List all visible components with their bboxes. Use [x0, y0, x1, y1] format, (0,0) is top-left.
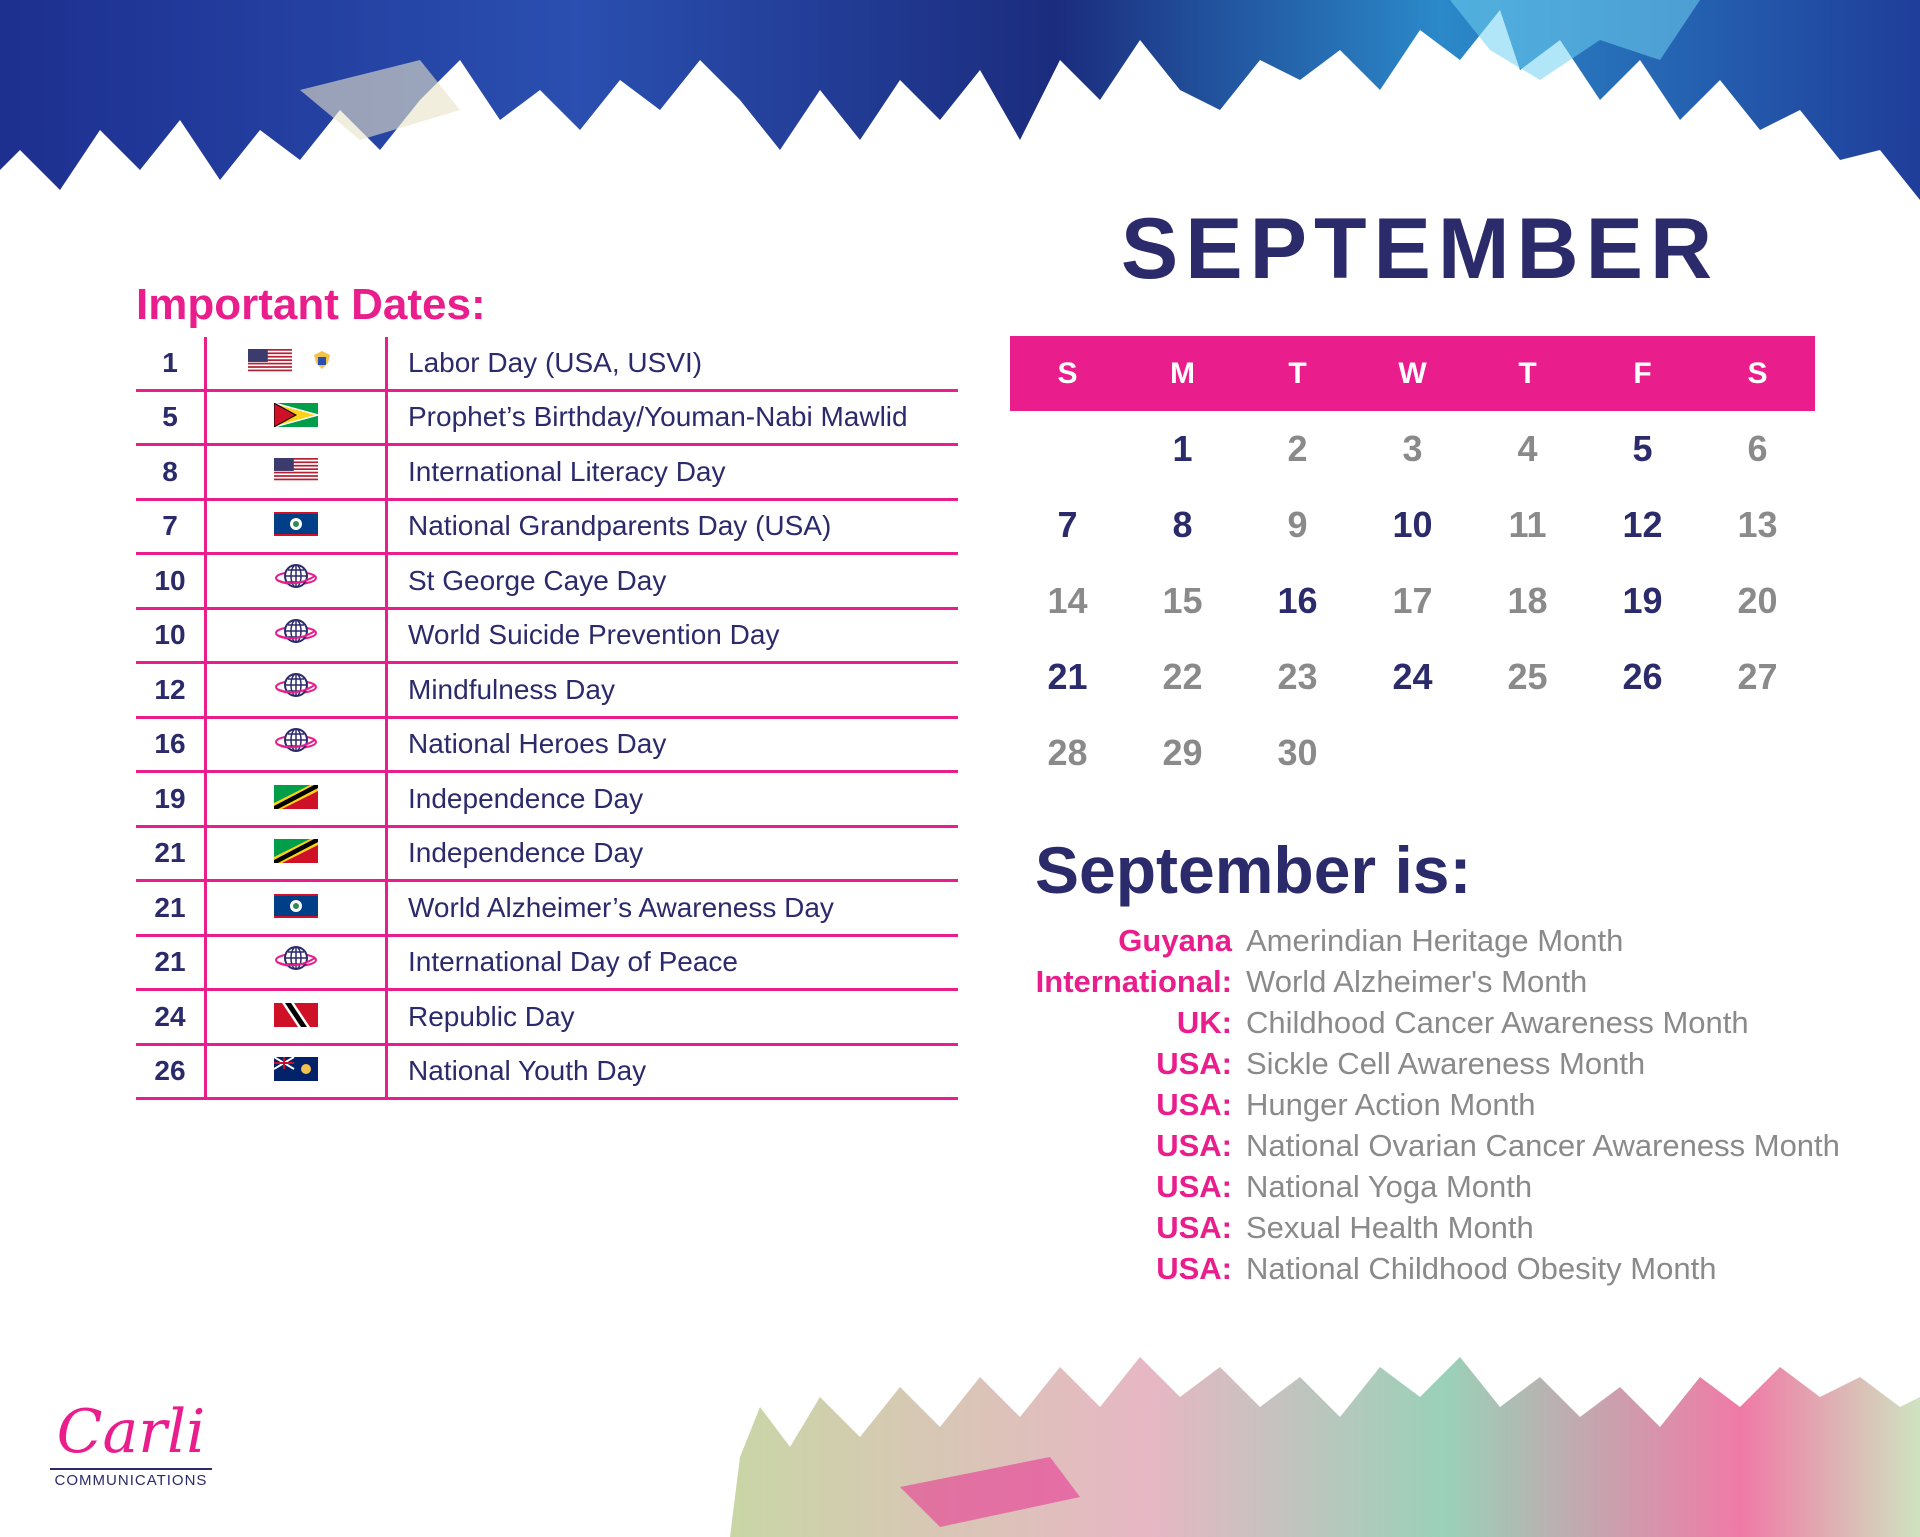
calendar-day: 13 — [1737, 504, 1778, 545]
calendar-day: 4 — [1517, 428, 1538, 469]
date-event-name: World Alzheimer’s Awareness Day — [387, 881, 959, 936]
top-paint-decoration — [0, 0, 1920, 220]
calendar-day: 2 — [1287, 428, 1308, 469]
date-flags — [206, 390, 387, 445]
date-flags — [206, 772, 387, 827]
date-day: 5 — [136, 390, 206, 445]
st-kitts-flag — [274, 784, 318, 816]
observance-country: UK: — [1176, 1005, 1232, 1040]
weekday-label: F — [1633, 356, 1652, 390]
calendar-day: 26 — [1622, 656, 1663, 697]
date-row — [136, 663, 958, 718]
observance-text: World Alzheimer's Month — [1246, 964, 1588, 999]
observance-text: National Childhood Obesity Month — [1246, 1251, 1717, 1286]
date-row — [136, 990, 958, 1045]
calendar-week — [1010, 411, 1815, 487]
date-event-name: Prophet’s Birthday/Youman-Nabi Mawlid — [387, 390, 959, 445]
date-day: 21 — [136, 935, 206, 990]
date-event-name: National Youth Day — [387, 1044, 959, 1099]
calendar-day: 24 — [1392, 656, 1433, 697]
date-row — [136, 390, 958, 445]
trinidad-flag — [274, 1002, 318, 1034]
calendar-day: 15 — [1162, 580, 1203, 621]
date-flags — [206, 881, 387, 936]
date-row — [136, 826, 958, 881]
carli-logo — [46, 1397, 216, 1489]
calendar-day: 1 — [1172, 428, 1193, 469]
calendar-day: 17 — [1392, 580, 1433, 621]
logo-script: Carli — [56, 1397, 206, 1467]
calendar-day: 25 — [1507, 656, 1548, 697]
weekday-label: S — [1747, 356, 1768, 390]
calendar-grid — [1010, 336, 1815, 791]
globe-icon — [273, 944, 319, 981]
calendar-day: 11 — [1508, 504, 1547, 545]
st-kitts-flag — [274, 838, 318, 870]
date-day: 7 — [136, 499, 206, 554]
calendar-day: 9 — [1287, 504, 1308, 545]
date-day: 21 — [136, 826, 206, 881]
globe-icon — [273, 562, 319, 599]
date-day: 16 — [136, 717, 206, 772]
date-flags — [206, 554, 387, 609]
observance-country: USA: — [1156, 1087, 1232, 1122]
observance-country: USA: — [1156, 1251, 1232, 1286]
date-day: 10 — [136, 554, 206, 609]
observance-row — [1010, 961, 1890, 1002]
date-day: 19 — [136, 772, 206, 827]
date-day: 26 — [136, 1044, 206, 1099]
observance-text: Childhood Cancer Awareness Month — [1246, 1005, 1749, 1040]
date-row — [136, 881, 958, 936]
weekday-header — [1010, 336, 1815, 411]
calendar-day: 14 — [1047, 580, 1088, 621]
weekday-label: M — [1170, 356, 1195, 390]
date-row — [136, 337, 958, 390]
observance-row — [1010, 1125, 1890, 1166]
date-flags — [206, 717, 387, 772]
observances-title: September is: — [1035, 833, 1472, 907]
date-flags — [206, 663, 387, 718]
calendar-day: 7 — [1057, 504, 1078, 545]
observance-row — [1010, 1248, 1890, 1289]
date-row — [136, 499, 958, 554]
observance-text: Sexual Health Month — [1246, 1210, 1534, 1245]
calendar-day: 19 — [1622, 580, 1663, 621]
calendar-day: 29 — [1162, 732, 1203, 773]
observance-country: International: — [1035, 964, 1232, 999]
calendar-day: 3 — [1402, 428, 1423, 469]
weekday-label: S — [1057, 356, 1078, 390]
observances-list — [1010, 920, 1890, 1289]
date-row — [136, 554, 958, 609]
globe-icon — [273, 617, 319, 654]
weekday-label: T — [1518, 356, 1537, 390]
month-title: SEPTEMBER — [1120, 201, 1720, 297]
calendar-day: 20 — [1737, 580, 1778, 621]
globe-icon — [273, 726, 319, 763]
calendar-day: 30 — [1277, 732, 1318, 773]
observance-row — [1010, 920, 1890, 961]
calendar-day: 12 — [1622, 504, 1663, 545]
date-flags — [206, 499, 387, 554]
guyana-flag — [274, 402, 318, 434]
observance-country: USA: — [1156, 1046, 1232, 1081]
date-flags — [206, 826, 387, 881]
date-flags — [206, 608, 387, 663]
calendar-day: 21 — [1047, 656, 1088, 697]
date-flags — [206, 990, 387, 1045]
important-dates-table — [136, 337, 958, 1100]
calendar-day: 27 — [1737, 656, 1778, 697]
calendar-day: 28 — [1047, 732, 1088, 773]
usa-flag — [248, 348, 292, 380]
date-event-name: Independence Day — [387, 772, 959, 827]
logo-divider — [50, 1468, 212, 1470]
date-event-name: Labor Day (USA, USVI) — [387, 337, 959, 390]
usvi-flag — [300, 348, 344, 380]
calendar-week — [1010, 715, 1815, 791]
date-event-name: World Suicide Prevention Day — [387, 608, 959, 663]
calendar-day: 18 — [1507, 580, 1548, 621]
observance-country: USA: — [1156, 1128, 1232, 1163]
observance-row — [1010, 1043, 1890, 1084]
date-day: 10 — [136, 608, 206, 663]
date-flags — [206, 1044, 387, 1099]
calendar-week — [1010, 563, 1815, 639]
date-event-name: Mindfulness Day — [387, 663, 959, 718]
calendar-day: 5 — [1632, 428, 1653, 469]
globe-icon — [273, 671, 319, 708]
date-day: 24 — [136, 990, 206, 1045]
date-flags — [206, 935, 387, 990]
observance-country: Guyana — [1118, 923, 1232, 958]
date-row — [136, 772, 958, 827]
belize-flag — [274, 511, 318, 543]
bottom-paint-decoration — [0, 1337, 1920, 1537]
date-event-name: International Literacy Day — [387, 445, 959, 500]
calendar-day: 8 — [1172, 504, 1193, 545]
belize-flag — [274, 893, 318, 925]
usa-flag — [274, 457, 318, 489]
date-row — [136, 445, 958, 500]
date-day: 8 — [136, 445, 206, 500]
observance-text: Sickle Cell Awareness Month — [1246, 1046, 1646, 1081]
observance-country: USA: — [1156, 1210, 1232, 1245]
observance-country: USA: — [1156, 1169, 1232, 1204]
observance-row — [1010, 1084, 1890, 1125]
observance-row — [1010, 1207, 1890, 1248]
observance-text: National Yoga Month — [1246, 1169, 1533, 1204]
observance-row — [1010, 1002, 1890, 1043]
weekday-label: W — [1398, 356, 1427, 390]
date-flags — [206, 445, 387, 500]
date-event-name: St George Caye Day — [387, 554, 959, 609]
calendar-day: 16 — [1277, 580, 1318, 621]
date-event-name: National Heroes Day — [387, 717, 959, 772]
calendar-day: 10 — [1392, 504, 1433, 545]
calendar-day: 6 — [1747, 428, 1768, 469]
weekday-label: T — [1288, 356, 1307, 390]
important-dates-title: Important Dates: — [136, 280, 486, 329]
date-day: 21 — [136, 881, 206, 936]
observance-text: Hunger Action Month — [1246, 1087, 1536, 1122]
date-event-name: National Grandparents Day (USA) — [387, 499, 959, 554]
calendar-day: 22 — [1162, 656, 1203, 697]
calendar-week — [1010, 639, 1815, 715]
date-row — [136, 1044, 958, 1099]
date-row — [136, 935, 958, 990]
date-day: 12 — [136, 663, 206, 718]
calendar-week — [1010, 487, 1815, 563]
date-day: 1 — [136, 337, 206, 390]
date-event-name: International Day of Peace — [387, 935, 959, 990]
date-row — [136, 608, 958, 663]
calendar-day: 23 — [1277, 656, 1318, 697]
date-event-name: Independence Day — [387, 826, 959, 881]
observance-row — [1010, 1166, 1890, 1207]
observance-text: National Ovarian Cancer Awareness Month — [1246, 1128, 1840, 1163]
date-flags — [206, 337, 387, 390]
observance-text: Amerindian Heritage Month — [1246, 923, 1624, 958]
turks-caicos-flag — [274, 1056, 318, 1088]
date-row — [136, 717, 958, 772]
logo-subtitle: COMMUNICATIONS — [54, 1472, 208, 1489]
date-event-name: Republic Day — [387, 990, 959, 1045]
